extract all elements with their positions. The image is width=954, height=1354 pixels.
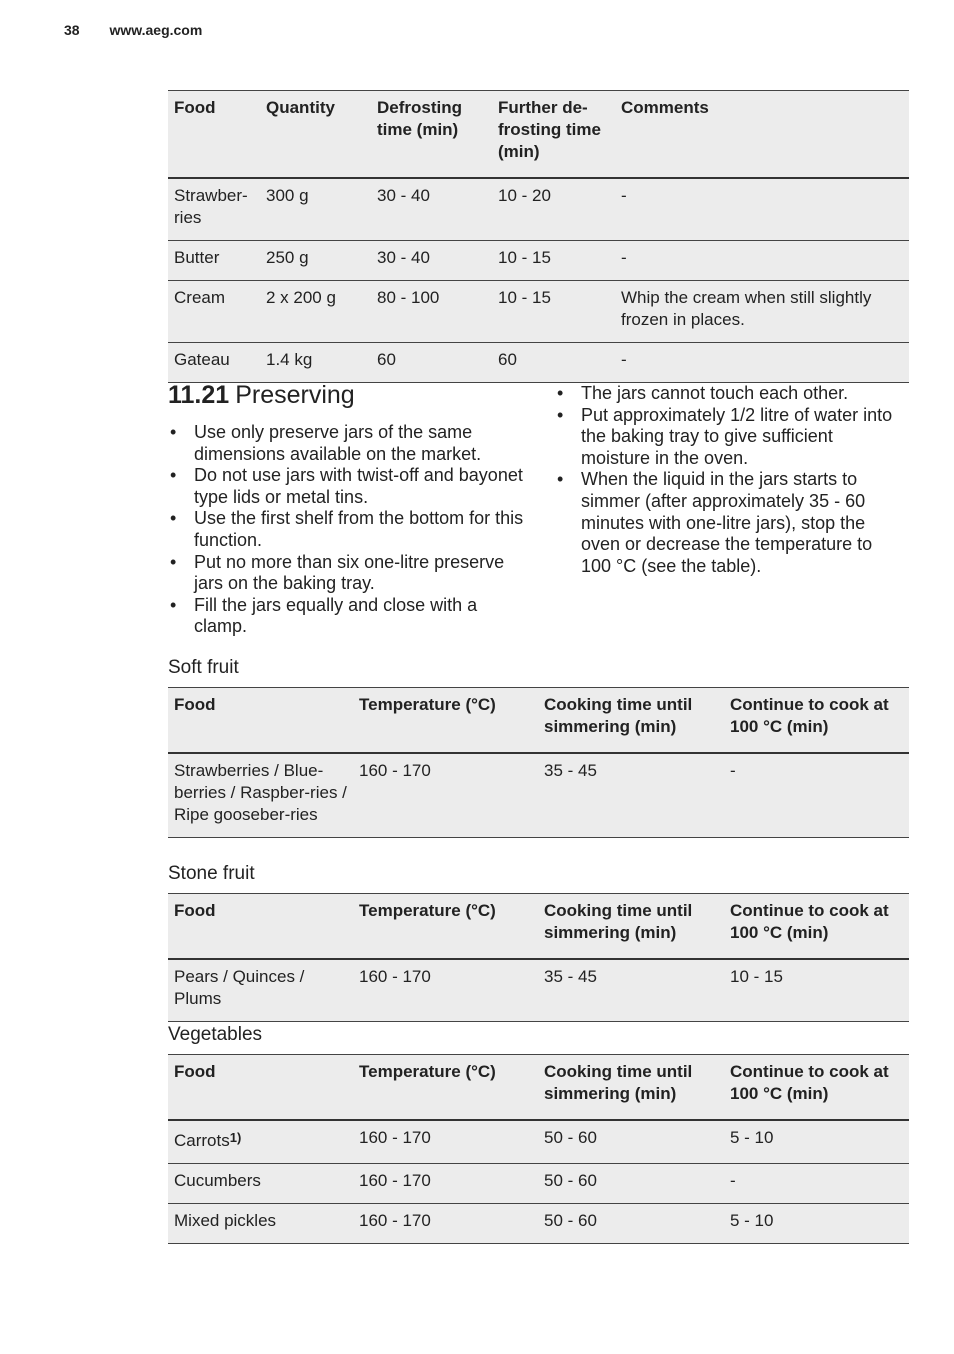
table-cell: 10 - 20 [492,178,615,241]
table-cell: Butter [168,241,260,281]
table-row [168,1120,909,1164]
table-cell: 80 - 100 [371,281,492,343]
column-header: Comments [615,91,909,179]
section-title-text: Preserving [235,381,355,409]
table-cell: 2 x 200 g [260,281,371,343]
column-header: Further de-frosting time (min) [492,91,615,179]
section-title [168,381,355,410]
table-row [168,281,909,343]
list-item: • Do not use jars with twist-off and bayonet type lids or metal tins. [168,465,528,508]
table-cell: 5 - 10 [724,1204,909,1244]
table-cell: 50 - 60 [538,1120,724,1164]
table-row [168,178,909,241]
table-cell: 30 - 40 [371,178,492,241]
table-cell: Whip the cream when still slightly frozen in places. [615,281,909,343]
column-header: Continue to cook at 100 °C (min) [724,1055,909,1121]
table-cell: 10 - 15 [724,959,909,1022]
left-bullet-list [168,422,528,638]
table-cell: 35 - 45 [538,959,724,1022]
table-cell: 160 - 170 [353,1164,538,1204]
table-cell: 10 - 15 [492,241,615,281]
table-cell: - [615,178,909,241]
table-cell: 250 g [260,241,371,281]
table-cell: 5 - 10 [724,1120,909,1164]
list-item: • Use the first shelf from the bottom for this function. [168,508,528,551]
section-number: 11.21 [168,381,230,409]
column-header: Food [168,1055,353,1121]
right-bullet-list [555,383,905,577]
soft-fruit-table [168,687,909,838]
table-cell: 35 - 45 [538,753,724,838]
website-url: www.aeg.com [109,22,203,38]
column-header: Food [168,894,353,960]
table-cell: Pears / Quinces / Plums [168,959,353,1022]
column-header: Temperature (°C) [353,688,538,754]
column-header: Defrosting time (min) [371,91,492,179]
footnote-marker: 1) [229,1130,242,1145]
table-cell: Cucumbers [168,1164,353,1204]
vegetables-heading: Vegetables [168,1024,263,1045]
table-cell: Cream [168,281,260,343]
table-cell: 160 - 170 [353,1120,538,1164]
table-cell: 1.4 kg [260,343,371,383]
table-cell: Strawberries / Blue-berries / Raspber-ries / Ripe gooseber-ries [168,753,353,838]
stone-fruit-heading: Stone fruit [168,863,255,884]
page-number: 38 [64,22,80,38]
vegetables-table [168,1054,909,1244]
table-cell: - [615,241,909,281]
table-cell: 60 [492,343,615,383]
table-cell: 60 [371,343,492,383]
table-header-row [168,1055,909,1121]
table-cell: - [724,753,909,838]
table-cell: 160 - 170 [353,753,538,838]
table-cell: 300 g [260,178,371,241]
list-item: • Fill the jars equally and close with a clamp. [168,595,528,638]
column-header: Continue to cook at 100 °C (min) [724,894,909,960]
column-header: Cooking time until simmering (min) [538,1055,724,1121]
table-cell: 160 - 170 [353,1204,538,1244]
table-row [168,959,909,1022]
table-cell: - [615,343,909,383]
table-cell: Strawber-ries [168,178,260,241]
table-row [168,241,909,281]
table-header-row [168,894,909,960]
carrots-label: Carrots [174,1131,230,1150]
table-row [168,753,909,838]
column-header: Temperature (°C) [353,1055,538,1121]
list-item: • Put approximately 1/2 litre of water into the baking tray to give sufficient moisture in the oven. [555,405,905,470]
column-header: Food [168,91,260,179]
table-cell: 50 - 60 [538,1204,724,1244]
list-item: • Put no more than six one-litre preserve jars on the baking tray. [168,552,528,595]
list-item: • Use only preserve jars of the same dimensions available on the market. [168,422,528,465]
list-item: • The jars cannot touch each other. [555,383,905,405]
list-item: • When the liquid in the jars starts to simmer (after approximately 35 - 60 minutes with one-litre jars), stop the oven or decrease the temperature to 100 °C (see the table). [555,469,905,577]
table-row [168,1164,909,1204]
table-cell: 50 - 60 [538,1164,724,1204]
table-header-row [168,688,909,754]
table-row [168,1204,909,1244]
table-row [168,343,909,383]
table-cell: 10 - 15 [492,281,615,343]
page-header [64,22,202,38]
table-cell: 30 - 40 [371,241,492,281]
table-header-row [168,91,909,179]
table-cell [168,1120,353,1164]
table-cell: Gateau [168,343,260,383]
defrost-table [168,90,909,383]
column-header: Cooking time until simmering (min) [538,894,724,960]
column-header: Temperature (°C) [353,894,538,960]
table-cell: Mixed pickles [168,1204,353,1244]
table-cell: 160 - 170 [353,959,538,1022]
stone-fruit-table [168,893,909,1022]
column-header: Cooking time until simmering (min) [538,688,724,754]
table-cell: - [724,1164,909,1204]
column-header: Food [168,688,353,754]
column-header: Quantity [260,91,371,179]
column-header: Continue to cook at 100 °C (min) [724,688,909,754]
soft-fruit-heading: Soft fruit [168,657,239,678]
